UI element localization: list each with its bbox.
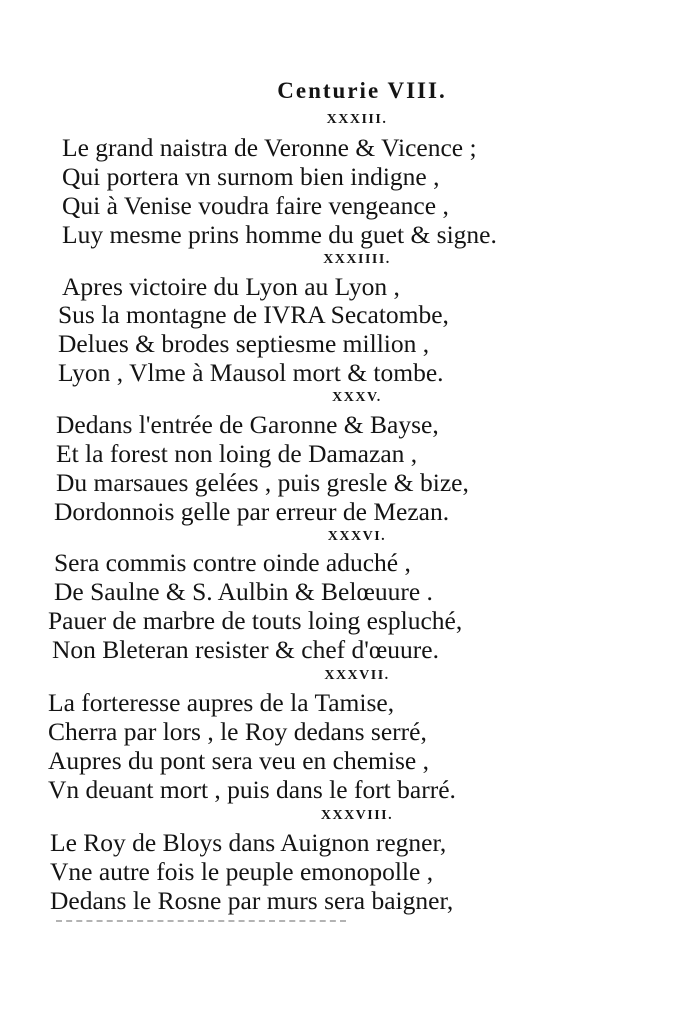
quatrain-numeral: XXXVII.: [324, 668, 390, 683]
verse-line: Lyon , Vlme à Mausol mort & tombe.: [58, 358, 444, 387]
quatrain-numeral: XXXV.: [332, 390, 382, 405]
verse-line: [58, 300, 449, 330]
verse-line: Apres victoire du Lyon au Lyon ,: [62, 272, 400, 301]
verse-line: Le Roy de Bloys dans Auignon regner,: [50, 828, 447, 857]
verse-line-start: Sus la montagne de IVRA Secatombe,: [58, 300, 449, 329]
verse-line: Cherra par lors , le Roy dedans serré,: [48, 717, 427, 746]
quatrain-numeral: XXXVI.: [327, 529, 387, 544]
verse-line: Dedans l'entrée de Garonne & Bayse,: [56, 410, 439, 439]
quatrain-numeral: XXXIII.: [326, 112, 388, 127]
verse-line: De Saulne & S. Aulbin & Belœuure .: [54, 577, 433, 606]
verse-line: Qui portera vn surnom bien indigne ,: [62, 162, 440, 191]
verse-line: Dordonnois gelle par erreur de Mezan.: [54, 497, 450, 526]
cut-off-next-line: [56, 920, 346, 922]
page-header: Centurie VIII.: [277, 78, 447, 103]
verse-line: Vn deuant mort , puis dans le fort barré.: [48, 775, 456, 804]
verse-line: Le grand naistra de Veronne & Vicence ;: [62, 133, 477, 162]
quatrain-numeral: XXXVIII.: [320, 808, 394, 823]
verse-line: La forteresse aupres de la Tamise,: [48, 688, 395, 717]
verse-line: Delues & brodes septiesme million ,: [58, 329, 430, 358]
verse-line: Du marsaues gelées , puis gresle & bize,: [56, 468, 469, 497]
verse-line: Pauer de marbre de touts loing espluché,: [48, 606, 463, 635]
verse-line: Luy mesme prins homme du guet & signe.: [62, 220, 497, 249]
verse-line: Sera commis contre oinde aduché ,: [54, 548, 411, 577]
quatrain-numeral: XXXIIII.: [323, 252, 391, 267]
verse-line: Qui à Venise voudra faire vengeance ,: [62, 191, 449, 220]
verse-line: Non Bleteran resister & chef d'œuure.: [52, 635, 439, 664]
verse-line: Aupres du pont sera veu en chemise ,: [48, 746, 429, 775]
verse-line: Et la forest non loing de Damazan ,: [56, 439, 418, 468]
verse-line: Vne autre fois le peuple emonopolle ,: [50, 857, 434, 886]
verse-line: Dedans le Rosne par murs sera baigner,: [50, 886, 454, 915]
